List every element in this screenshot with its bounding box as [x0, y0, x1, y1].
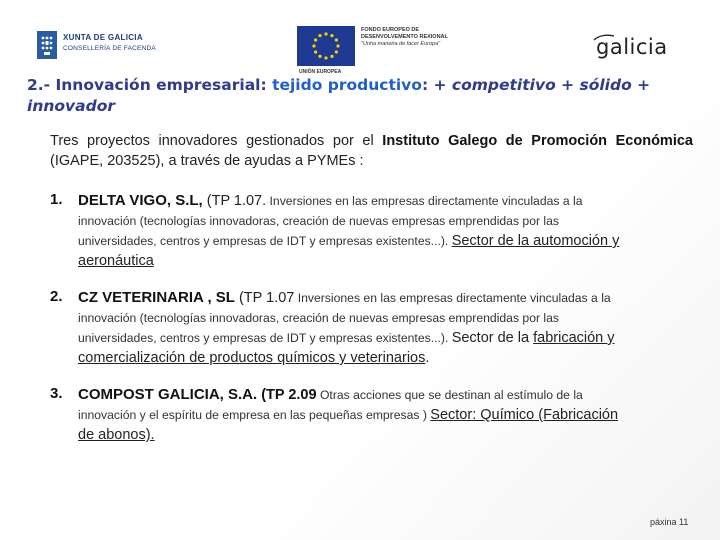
item-sector2: comercialización de productos químicos y veterinarios — [78, 350, 426, 366]
item-desc3: universidades, centros y empresas de IDT y empresas existentes...). — [78, 331, 452, 345]
title-part2: tejido productivo — [272, 76, 422, 94]
fund-text — [361, 27, 471, 48]
eu-star-icon — [312, 44, 315, 47]
item-tp: (TP 2.09 — [257, 387, 317, 403]
item-sector2-line — [78, 348, 694, 368]
intro-text2: (IGAPE, 203525), a través de ayudas a PYMEs : — [50, 153, 364, 169]
item-sector2-line — [78, 425, 694, 445]
item-desc2: innovación (tecnologías innovadoras, creación de nuevas empresas emprendidas por las — [78, 214, 560, 228]
item-sector-end: . — [425, 350, 430, 366]
eu-star-icon — [324, 56, 327, 59]
item-desc3: universidades, centros y empresas de IDT y empresas existentes...). — [78, 234, 452, 248]
eu-star-icon — [330, 55, 333, 58]
item-desc2-line — [78, 405, 694, 425]
item-desc1: Inversiones en las empresas directamente vinculadas a la — [266, 194, 583, 208]
eu-star-icon — [335, 50, 338, 53]
item-desc1: Otras acciones que se destinan al estímulo de la — [316, 388, 583, 402]
page-number: páxina 11 — [650, 517, 689, 527]
slide-title — [27, 75, 687, 117]
eu-star-icon — [335, 38, 338, 41]
item-desc2: innovación y el espíritu de empresa en las pequeñas empresas ) — [78, 408, 431, 422]
item-name: DELTA VIGO, S.L, — [78, 192, 203, 209]
eu-star-icon — [318, 55, 321, 58]
item-sector: Sector de la automoción y — [451, 233, 620, 249]
eu-star-icon — [318, 34, 321, 37]
galicia-logo — [592, 30, 682, 66]
item-sector2-line — [78, 251, 694, 271]
fund-line-1: FONDO EUROPEO DE — [361, 27, 420, 33]
title-part1: 2.- Innovación empresarial: — [27, 76, 273, 94]
item-lead — [78, 191, 694, 211]
item-desc2: innovación (tecnologías innovadoras, creación de nuevas empresas emprendidas por las — [78, 311, 560, 325]
eu-flag-icon — [297, 26, 355, 66]
item-desc3-line — [78, 231, 694, 251]
item-lead — [78, 385, 694, 405]
eu-star-icon — [314, 38, 317, 41]
title-part4: competitivo + sólido + innovador — [27, 76, 651, 115]
fund-quote: "Unha maneira de facer Europa" — [361, 41, 441, 47]
item-name: COMPOST GALICIA, S.A. — [78, 386, 258, 403]
item-sector2: aeronáutica — [78, 253, 154, 269]
item-desc3-line — [78, 328, 694, 348]
eu-logo — [297, 26, 357, 78]
xunta-shield-icon — [36, 30, 58, 60]
item-tp: (TP 1.07. — [202, 193, 267, 209]
item-sector-prefix: Sector de la — [451, 330, 534, 346]
title-part3: : + — [421, 76, 452, 94]
item-tp: (TP 1.07 — [234, 290, 295, 306]
eu-star-icon — [314, 50, 317, 53]
item-number: 2. — [50, 288, 63, 305]
xunta-logo-line2: CONSELLERÍA DE FACENDA — [63, 45, 156, 52]
item-desc1: Inversiones en las empresas directamente vinculadas a la — [294, 291, 611, 305]
item-lead — [78, 288, 694, 308]
item-name: CZ VETERINARIA , SL — [78, 289, 235, 306]
eu-star-icon — [336, 44, 339, 47]
galicia-logo-text: galicia — [596, 35, 668, 59]
eu-caption: UNIÓN EUROPEA — [299, 69, 342, 75]
intro-text1: Tres proyectos innovadores gestionados por el — [50, 133, 383, 149]
item-sector2: de abonos). — [78, 427, 155, 443]
item-sector: Sector: Químico (Fabricación — [430, 407, 619, 423]
xunta-logo-line1: XUNTA DE GALICIA — [63, 33, 143, 42]
xunta-logo — [36, 30, 156, 60]
item-number: 3. — [50, 385, 63, 402]
intro-bold: Instituto Galego de Promoción Económica — [382, 133, 693, 149]
item-sector: fabricación y — [533, 330, 615, 346]
item-number: 1. — [50, 191, 63, 208]
fund-line-2: DESENVOLVEMENTO REXIONAL — [361, 34, 448, 40]
intro-paragraph — [50, 131, 693, 171]
eu-star-icon — [330, 34, 333, 37]
eu-star-icon — [324, 32, 327, 35]
